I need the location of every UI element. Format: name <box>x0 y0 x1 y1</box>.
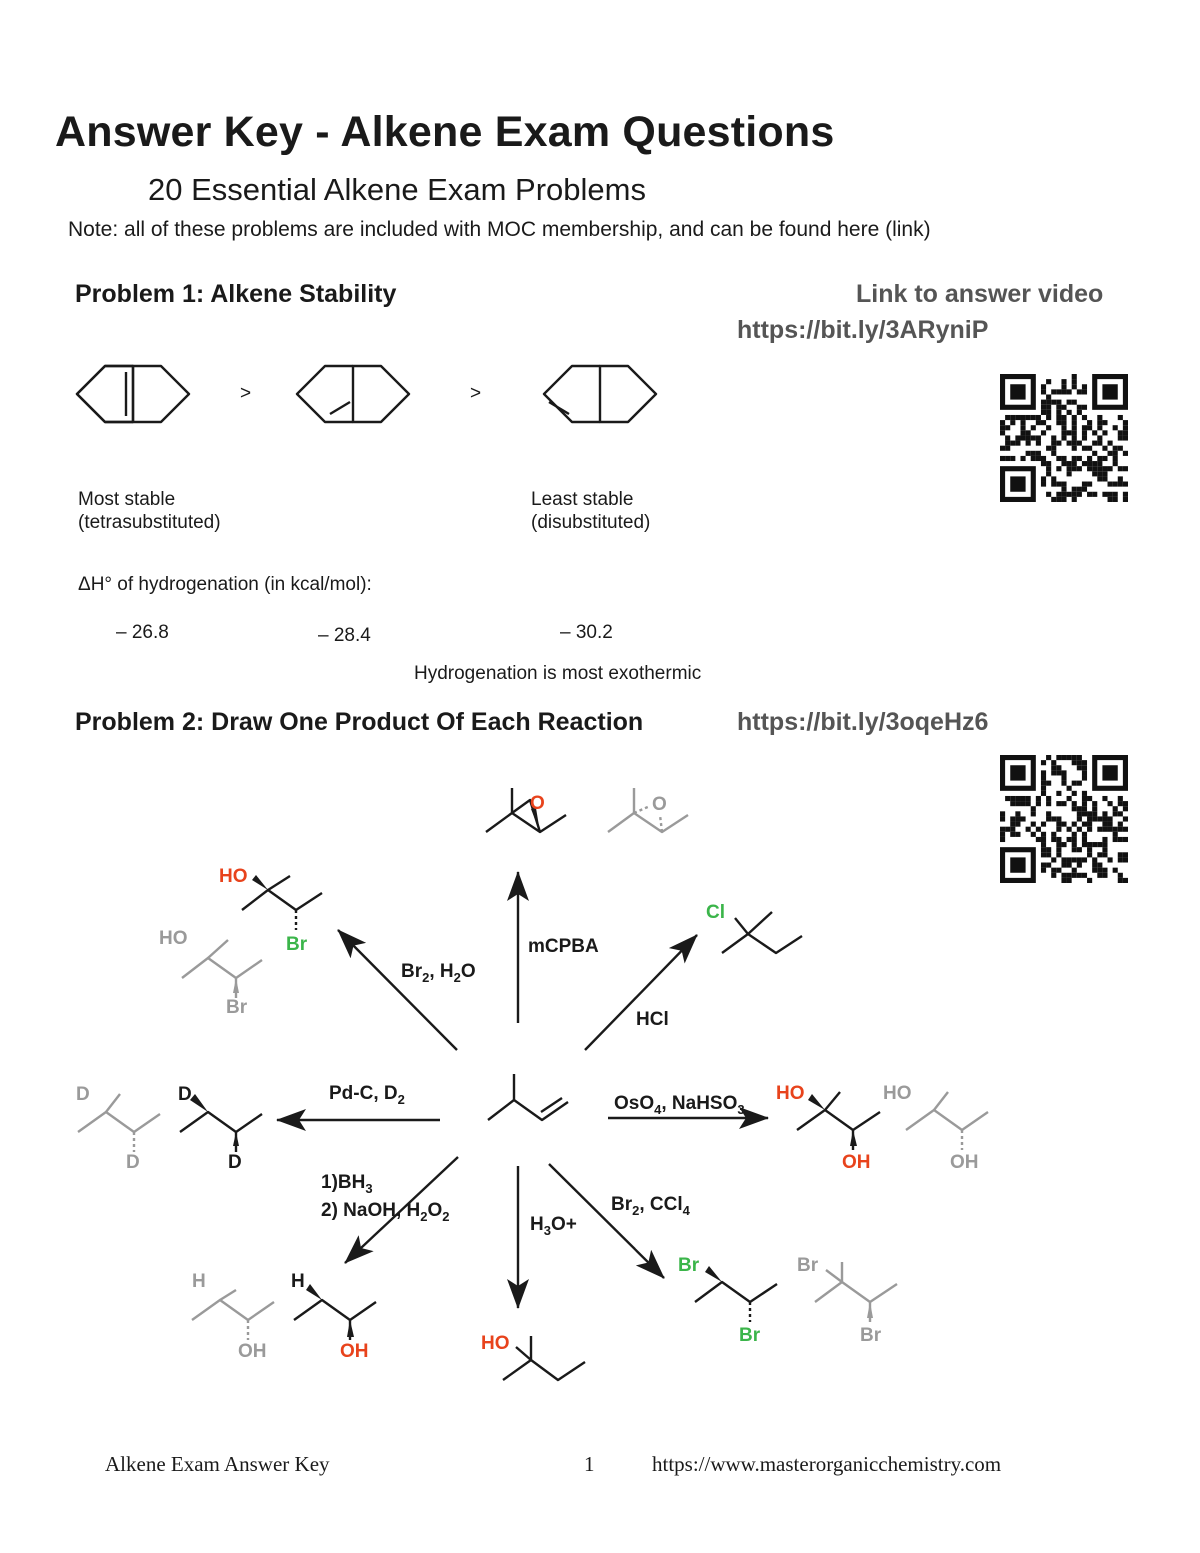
reagent-bh3: $1)BH_3$ <box>321 1172 373 1196</box>
disubstituted-alkene <box>544 366 656 422</box>
deuterated-enantiomer <box>78 1094 160 1152</box>
atom-h-gray: H <box>192 1271 206 1292</box>
deuterated-product <box>180 1112 262 1152</box>
problem2-heading: Problem 2: Draw One Product Of Each Reaction <box>75 708 644 736</box>
problem1-video-link-label[interactable]: Link to answer video <box>856 280 1104 308</box>
wedge-oh-diol <box>850 1130 857 1146</box>
atom-oh-hydroboration-gray: OH <box>238 1341 267 1362</box>
atom-ho-halohydrin-gray: HO <box>159 928 188 949</box>
trisubstituted-alkene <box>297 366 409 422</box>
reagent-mcpba: mCPBA <box>528 936 599 957</box>
reagent-br2-h2o: $Br_2$, $H_2O$ <box>401 961 476 985</box>
reagent-h3o: $H_3O+$ <box>530 1214 577 1238</box>
atom-d-gray-2: D <box>126 1152 140 1173</box>
least-stable-detail: (disubstituted) <box>531 512 651 533</box>
footer-url[interactable]: https://www.masterorganicchemistry.com <box>652 1452 1002 1476</box>
problem1-heading: Problem 1: Alkene Stability <box>75 280 397 308</box>
wedge-ho-diol <box>808 1094 825 1110</box>
exotherm-note: Hydrogenation is most exothermic <box>414 663 702 684</box>
reagent-br2-ccl4: $Br_2$, CCl$_4$ <box>611 1194 690 1218</box>
footer-page-number: 1 <box>584 1452 595 1476</box>
reagent-oso4-nahso3: OsO$_4$, NaHSO$_3$ <box>614 1093 745 1117</box>
atom-oh-diol: OH <box>842 1152 871 1173</box>
dh-hydrogenation-label: ΔH° of hydrogenation (in kcal/mol): <box>78 574 372 595</box>
atom-oh-diol-gray: OH <box>950 1152 979 1173</box>
most-stable-detail: (tetrasubstituted) <box>78 512 221 533</box>
footer-title: Alkene Exam Answer Key <box>105 1452 330 1476</box>
atom-d-2: D <box>228 1152 242 1173</box>
atom-cl: Cl <box>706 902 725 923</box>
tetrasubstituted-alkene <box>77 366 189 422</box>
wedge-oh-hb <box>347 1320 354 1337</box>
atom-ho-tertiary: HO <box>481 1333 510 1354</box>
hydroboration-enantiomer <box>192 1290 274 1340</box>
wedge-br <box>705 1266 722 1282</box>
page-subtitle: 20 Essential Alkene Exam Problems <box>148 172 646 207</box>
arrow-hcl <box>585 935 697 1050</box>
atom-br-dibromide-gray-1: Br <box>797 1255 819 1276</box>
wedge-br-gray-2 <box>867 1302 873 1318</box>
greater-than-1: > <box>240 383 252 404</box>
halohydrin-product <box>242 876 322 930</box>
atom-ho-halohydrin: HO <box>219 866 248 887</box>
problem2-video-url[interactable]: https://bit.ly/3oqeHz6 <box>737 708 989 736</box>
atom-br-halohydrin-gray: Br <box>226 997 248 1018</box>
atom-ho-diol: HO <box>776 1083 805 1104</box>
arrow-br2-h2o <box>338 930 457 1050</box>
wedge-d <box>190 1094 208 1112</box>
most-stable-label: Most stable <box>78 489 176 510</box>
halohydrin-enantiomer <box>182 940 262 998</box>
atom-br-halohydrin: Br <box>286 934 308 955</box>
atom-d-1: D <box>178 1084 192 1105</box>
wedge-h <box>306 1284 322 1300</box>
chloride-product <box>722 912 802 953</box>
wedge-br-gray <box>233 978 239 993</box>
atom-br-dibromide-1: Br <box>678 1255 700 1276</box>
problem1-video-url[interactable]: https://bit.ly/3ARyniP <box>737 316 989 344</box>
atom-o-epoxide: O <box>530 793 545 814</box>
diol-enantiomer <box>906 1092 988 1150</box>
dh-value-3: – 30.2 <box>560 622 613 643</box>
wedge-d2 <box>233 1132 239 1146</box>
reagent-hcl: HCl <box>636 1009 669 1030</box>
hydroboration-product <box>294 1300 376 1340</box>
starting-alkene <box>488 1074 568 1120</box>
wedge-ho <box>252 875 268 890</box>
reagent-naoh-h2o2: 2) NaOH, $H_2O_2$ <box>321 1200 450 1224</box>
epoxide-enantiomer <box>608 788 688 832</box>
atom-o-epoxide-gray: O <box>652 794 667 815</box>
atom-ho-diol-gray: HO <box>883 1083 912 1104</box>
atom-br-dibromide-2: Br <box>739 1325 761 1346</box>
epoxide-product <box>486 788 566 832</box>
dh-value-2: – 28.4 <box>318 625 371 646</box>
atom-br-dibromide-gray-2: Br <box>860 1325 882 1346</box>
dibromide-product <box>695 1282 777 1322</box>
dibromide-enantiomer <box>815 1262 897 1322</box>
membership-note: Note: all of these problems are included with MOC membership, and can be found here (link) <box>68 218 931 241</box>
least-stable-label: Least stable <box>531 489 634 510</box>
atom-oh-hydroboration: OH <box>340 1341 369 1362</box>
page-title: Answer Key - Alkene Exam Questions <box>55 108 835 156</box>
atom-h: H <box>291 1271 305 1292</box>
atom-d-gray-1: D <box>76 1084 90 1105</box>
tertiary-alcohol-product <box>503 1336 585 1380</box>
dh-value-1: – 26.8 <box>116 622 169 643</box>
reagent-pd-c-d2: Pd-C, $D_2$ <box>329 1083 405 1107</box>
greater-than-2: > <box>470 383 482 404</box>
